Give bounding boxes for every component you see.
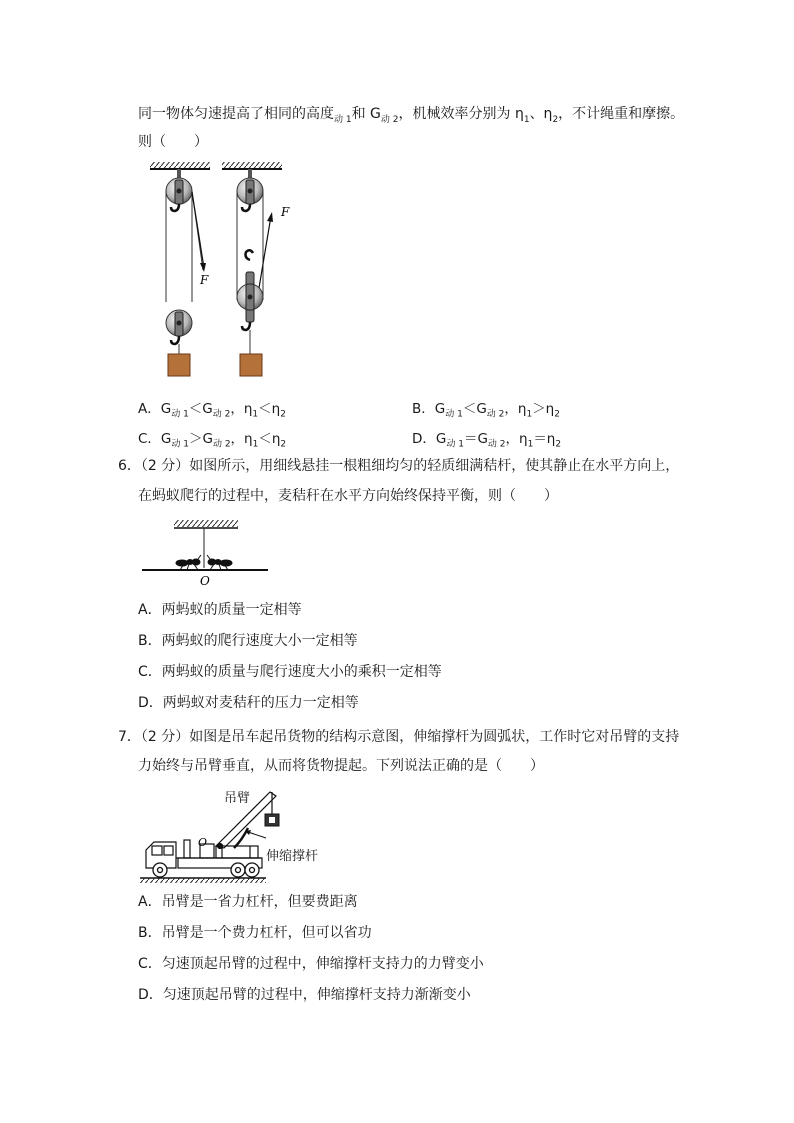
q7-option-c: C．匀速顶起吊臂的过程中，伸缩撑杆支持力的力臂变小 bbox=[138, 956, 484, 972]
q5-stem-line2: 则（ ） bbox=[138, 134, 208, 150]
q5c-e1: 1 bbox=[252, 439, 259, 450]
q5d-tail: ，η bbox=[505, 431, 528, 447]
q5b-rel: ＞η bbox=[532, 401, 555, 417]
fixed-pulley-left bbox=[166, 169, 192, 211]
ant-right-icon bbox=[207, 555, 232, 570]
force-arrow-left bbox=[192, 192, 206, 272]
label-F-right: F bbox=[281, 205, 290, 219]
movable-pulley-left bbox=[166, 310, 192, 354]
q5-pulley-figure bbox=[146, 160, 316, 382]
ceiling-q6 bbox=[174, 520, 238, 528]
q5a-tail: ，η bbox=[230, 401, 253, 417]
q5b-s2: 动 2 bbox=[486, 409, 505, 420]
q6-option-b: B．两蚂蚁的爬行速度大小一定相等 bbox=[138, 633, 358, 649]
ground bbox=[140, 878, 266, 883]
q5-stem-line1 bbox=[138, 103, 684, 131]
q5-stem-text-a: 同一物体匀速提高了相同的高度 bbox=[138, 106, 334, 122]
q5b-prefix: B．G bbox=[412, 401, 446, 417]
ceiling-left bbox=[150, 162, 210, 169]
q6-stem-line2: 在蚂蚁爬行的过程中，麦秸秆在水平方向始终保持平衡，则（ ） bbox=[138, 488, 558, 504]
q5-sub-2: 2 bbox=[552, 114, 559, 125]
q6-option-d: D．两蚂蚁对麦秸秆的压力一定相等 bbox=[138, 695, 359, 711]
q7-stem-line1: 7．（2 分）如图是吊车起吊货物的结构示意图，伸缩撑杆为圆弧状，工作时它对吊臂的支持 bbox=[118, 729, 680, 745]
label-O-q6: O bbox=[200, 574, 210, 588]
q5d-e1: 1 bbox=[527, 439, 534, 450]
q5c-e2: 2 bbox=[280, 439, 287, 450]
q5d-prefix: D．G bbox=[412, 431, 447, 447]
cargo bbox=[265, 814, 279, 826]
q7-option-d: D．匀速顶起吊臂的过程中，伸缩撑杆支持力渐渐变小 bbox=[138, 987, 471, 1003]
q5-stem-text-d: 、η bbox=[529, 106, 553, 122]
label-F-left: F bbox=[200, 273, 209, 287]
force-arrow-right bbox=[257, 212, 273, 300]
q5-option-d bbox=[412, 427, 561, 450]
q6-stem-line1: 6．（2 分）如图所示，用细线悬挂一根粗细均匀的轻质细满秸杆，使其静止在水平方向上， bbox=[118, 458, 680, 474]
q6-option-a: A．两蚂蚁的质量一定相等 bbox=[138, 602, 302, 618]
q5-sub-dong1: 动 1 bbox=[334, 114, 352, 125]
q6-lever-figure bbox=[140, 518, 280, 588]
label-O-q7: O bbox=[198, 836, 208, 849]
q5d-e2: 2 bbox=[555, 439, 562, 450]
q5a-e1: 1 bbox=[252, 409, 259, 420]
q5-stem-text-b: 和 G bbox=[351, 106, 381, 122]
q5-sub-1: 1 bbox=[523, 114, 530, 125]
q5c-rel: ＜η bbox=[258, 431, 281, 447]
q5d-rel: ＝η bbox=[533, 431, 556, 447]
q5-option-c bbox=[138, 427, 286, 450]
q5-sub-dong2: 动 2 bbox=[380, 114, 399, 125]
q5c-prefix: C．G bbox=[138, 431, 172, 447]
q7-option-b: B．吊臂是一个费力杠杆，但可以省功 bbox=[138, 925, 372, 941]
q5d-s1: 动 1 bbox=[446, 439, 464, 450]
q5b-s1: 动 1 bbox=[445, 409, 463, 420]
label-boom: 吊臂 bbox=[224, 791, 251, 806]
q5b-e2: 2 bbox=[554, 409, 560, 420]
ant-left-icon bbox=[176, 555, 201, 570]
q5a-s2: 动 2 bbox=[212, 409, 231, 420]
movable-pulley-right bbox=[237, 250, 263, 354]
strut-pointer bbox=[248, 832, 266, 838]
truck-wheels bbox=[153, 863, 259, 877]
q5-option-b bbox=[412, 397, 560, 420]
q5c-tail: ，η bbox=[230, 431, 253, 447]
q5a-rel: ＜η bbox=[258, 401, 281, 417]
q5a-s1: 动 1 bbox=[171, 409, 189, 420]
label-strut: 伸缩撑杆 bbox=[266, 849, 319, 864]
q5a-e2: 2 bbox=[280, 409, 286, 420]
q5b-e1: 1 bbox=[526, 409, 533, 420]
q5b-tail: ，η bbox=[504, 401, 527, 417]
q5a-mid: ＜G bbox=[188, 401, 213, 417]
q5d-mid: ＝G bbox=[463, 431, 488, 447]
q6-option-c: C．两蚂蚁的质量与爬行速度大小的乘积一定相等 bbox=[138, 664, 442, 680]
q7-option-a: A．吊臂是一省力杠杆，但要费距离 bbox=[138, 894, 358, 910]
block-right bbox=[240, 354, 262, 376]
block-left bbox=[168, 354, 190, 376]
q5b-mid: ＜G bbox=[462, 401, 487, 417]
q5c-s1: 动 1 bbox=[171, 439, 189, 450]
ceiling-right bbox=[222, 162, 282, 169]
q5c-mid: ＞G bbox=[188, 431, 213, 447]
q5-option-a bbox=[138, 397, 286, 420]
q7-stem-line2: 力始终与吊臂垂直，从而将货物提起。下列说法正确的是（ ） bbox=[138, 758, 544, 774]
q5-stem-text-c: ，机械效率分别为 η bbox=[398, 106, 524, 122]
q5-stem-text-e: ，不计绳重和摩擦。 bbox=[558, 106, 685, 122]
q5d-s2: 动 2 bbox=[487, 439, 506, 450]
q5c-s2: 动 2 bbox=[212, 439, 231, 450]
fixed-pulley-right bbox=[237, 169, 263, 211]
q5a-prefix: A．G bbox=[138, 401, 172, 417]
